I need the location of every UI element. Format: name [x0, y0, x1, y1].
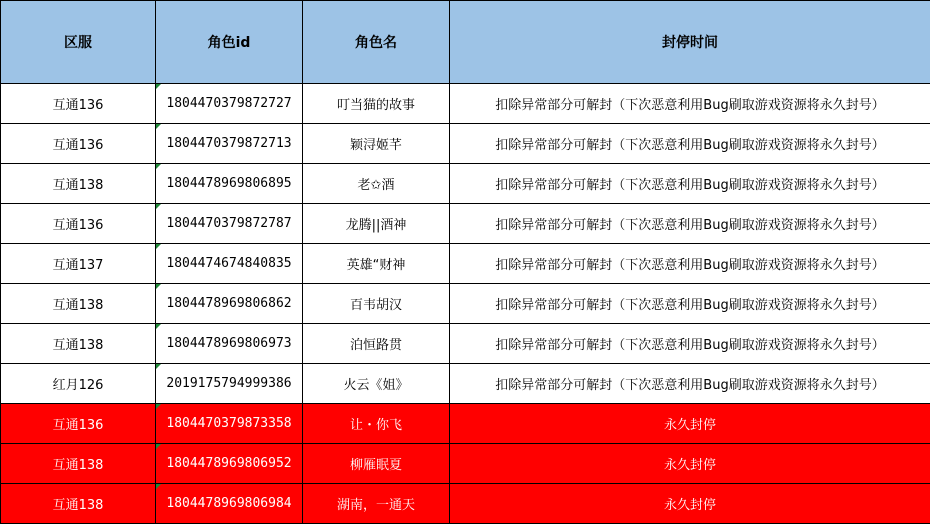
role-name-cell[interactable]	[303, 444, 450, 484]
role-name-cell-text: 百韦胡汉	[349, 298, 402, 313]
table-row	[1, 284, 930, 324]
role-id-cell[interactable]	[156, 404, 303, 444]
ban-time-cell-text: 永久封停	[663, 418, 716, 433]
role-name-cell-text: 老✩酒	[357, 178, 395, 193]
role-name-cell[interactable]	[303, 204, 450, 244]
ban-time-cell[interactable]	[450, 444, 930, 484]
role-id-cell-text: 1804478969806973	[166, 336, 292, 351]
table-row	[1, 164, 930, 204]
server-cell[interactable]	[1, 324, 156, 364]
server-cell-text: 互通136	[52, 218, 104, 233]
server-cell[interactable]	[1, 244, 156, 284]
role-id-cell-text: 1804470379873358	[166, 416, 292, 431]
ban-time-cell[interactable]	[450, 324, 930, 364]
header-ban-time[interactable]: 封停时间	[450, 1, 930, 84]
table-body	[1, 84, 930, 524]
server-cell-text: 互通136	[52, 98, 104, 113]
role-name-cell-text: 柳雁眠夏	[349, 458, 402, 473]
role-id-cell-text: 1804474674840835	[166, 256, 292, 271]
role-name-cell-text: 叮当猫的故事	[336, 98, 415, 113]
role-name-cell-text: 湖南，一通天	[336, 498, 415, 513]
role-id-cell[interactable]	[156, 204, 303, 244]
server-cell-text: 互通136	[52, 138, 104, 153]
ban-time-cell[interactable]	[450, 84, 930, 124]
server-cell-text: 红月126	[52, 378, 104, 393]
server-cell[interactable]	[1, 284, 156, 324]
number-as-text-indicator-icon	[156, 364, 161, 369]
role-id-cell-text: 1804478969806952	[166, 456, 292, 471]
role-id-cell[interactable]	[156, 484, 303, 524]
server-cell[interactable]	[1, 84, 156, 124]
server-cell[interactable]	[1, 124, 156, 164]
number-as-text-indicator-icon	[156, 284, 161, 289]
role-id-cell-text: 1804478969806862	[166, 296, 292, 311]
table-row	[1, 364, 930, 404]
ban-time-cell-text: 扣除异常部分可解封（下次恶意利用Bug刷取游戏资源将永久封号）	[495, 258, 885, 273]
number-as-text-indicator-icon	[156, 84, 161, 89]
ban-time-cell-text: 扣除异常部分可解封（下次恶意利用Bug刷取游戏资源将永久封号）	[495, 378, 885, 393]
server-cell[interactable]	[1, 404, 156, 444]
ban-time-cell[interactable]	[450, 244, 930, 284]
ban-time-cell[interactable]	[450, 484, 930, 524]
role-id-cell[interactable]	[156, 324, 303, 364]
role-id-cell-text: 1804478969806984	[166, 496, 292, 511]
role-name-cell[interactable]	[303, 164, 450, 204]
table-row	[1, 404, 930, 444]
number-as-text-indicator-icon	[156, 124, 161, 129]
server-cell[interactable]	[1, 204, 156, 244]
ban-time-cell[interactable]	[450, 124, 930, 164]
ban-time-cell-text: 永久封停	[663, 458, 716, 473]
header-row	[1, 1, 930, 84]
header-role-name[interactable]: 角色名	[303, 1, 450, 84]
role-id-cell[interactable]	[156, 244, 303, 284]
role-id-cell-text: 1804470379872713	[166, 136, 292, 151]
header-role-id[interactable]: 角色id	[156, 1, 303, 84]
ban-time-cell[interactable]	[450, 164, 930, 204]
role-name-cell-text: 泊恒路贯	[349, 338, 402, 353]
role-id-cell-text: 2019175794999386	[166, 376, 292, 391]
role-name-cell-text: 颖浔姬芊	[349, 138, 402, 153]
server-cell-text: 互通138	[52, 338, 104, 353]
server-cell-text: 互通137	[52, 258, 104, 273]
server-cell[interactable]	[1, 164, 156, 204]
ban-time-cell[interactable]	[450, 284, 930, 324]
number-as-text-indicator-icon	[156, 244, 161, 249]
role-id-cell[interactable]	[156, 284, 303, 324]
role-id-cell[interactable]	[156, 164, 303, 204]
role-id-cell[interactable]	[156, 444, 303, 484]
role-name-cell-text: 英雄“财神	[346, 258, 406, 273]
table-row	[1, 484, 930, 524]
server-cell-text: 互通138	[52, 458, 104, 473]
ban-time-cell[interactable]	[450, 404, 930, 444]
number-as-text-indicator-icon	[156, 324, 161, 329]
server-cell-text: 互通136	[52, 418, 104, 433]
role-name-cell-text: 火云《姐》	[343, 378, 409, 393]
role-name-cell[interactable]	[303, 284, 450, 324]
server-cell-text: 互通138	[52, 178, 104, 193]
role-id-cell-text: 1804478969806895	[166, 176, 292, 191]
ban-time-cell-text: 扣除异常部分可解封（下次恶意利用Bug刷取游戏资源将永久封号）	[495, 338, 885, 353]
role-name-cell-text: 龙腾||酒神	[345, 218, 407, 233]
ban-time-cell-text: 扣除异常部分可解封（下次恶意利用Bug刷取游戏资源将永久封号）	[495, 138, 885, 153]
role-id-cell[interactable]	[156, 364, 303, 404]
role-name-cell[interactable]	[303, 404, 450, 444]
number-as-text-indicator-icon	[156, 444, 161, 449]
ban-time-cell-text: 扣除异常部分可解封（下次恶意利用Bug刷取游戏资源将永久封号）	[495, 218, 885, 233]
number-as-text-indicator-icon	[156, 164, 161, 169]
role-id-cell[interactable]	[156, 124, 303, 164]
table-row	[1, 204, 930, 244]
ban-time-cell-text: 扣除异常部分可解封（下次恶意利用Bug刷取游戏资源将永久封号）	[495, 98, 885, 113]
ban-time-cell-text: 永久封停	[663, 498, 716, 513]
server-cell[interactable]	[1, 484, 156, 524]
role-name-cell[interactable]	[303, 124, 450, 164]
server-cell-text: 互通138	[52, 498, 104, 513]
role-id-cell[interactable]	[156, 84, 303, 124]
role-id-cell-text: 1804470379872727	[166, 96, 292, 111]
table-row	[1, 444, 930, 484]
table-row	[1, 244, 930, 284]
server-cell[interactable]	[1, 364, 156, 404]
number-as-text-indicator-icon	[156, 404, 161, 409]
role-id-cell-text: 1804470379872787	[166, 216, 292, 231]
ban-time-cell[interactable]	[450, 204, 930, 244]
number-as-text-indicator-icon	[156, 484, 161, 489]
table-row	[1, 124, 930, 164]
role-name-cell[interactable]	[303, 244, 450, 284]
role-name-cell[interactable]	[303, 484, 450, 524]
ban-time-cell-text: 扣除异常部分可解封（下次恶意利用Bug刷取游戏资源将永久封号）	[495, 298, 885, 313]
ban-time-cell-text: 扣除异常部分可解封（下次恶意利用Bug刷取游戏资源将永久封号）	[495, 178, 885, 193]
role-name-cell[interactable]	[303, 84, 450, 124]
table-row	[1, 324, 930, 364]
ban-time-cell[interactable]	[450, 364, 930, 404]
server-cell-text: 互通138	[52, 298, 104, 313]
role-name-cell[interactable]	[303, 324, 450, 364]
table-row	[1, 84, 930, 124]
role-name-cell[interactable]	[303, 364, 450, 404]
number-as-text-indicator-icon	[156, 204, 161, 209]
role-name-cell-text: 让・你飞	[349, 418, 402, 433]
header-server[interactable]: 区服	[1, 1, 156, 84]
server-cell[interactable]	[1, 444, 156, 484]
